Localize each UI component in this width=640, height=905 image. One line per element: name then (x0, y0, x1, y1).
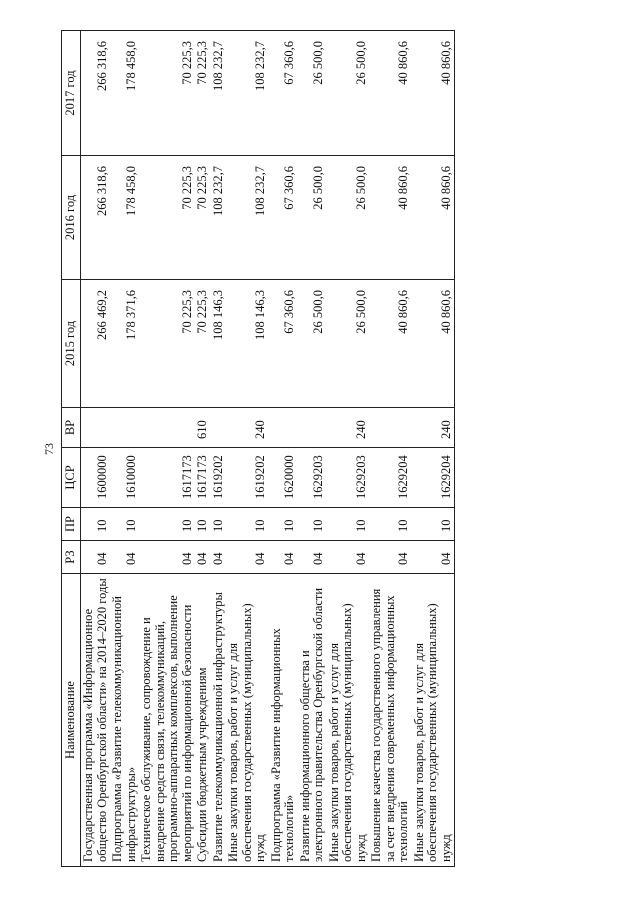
row-2016: 67 360,6 (269, 156, 298, 280)
row-csr: 1600000 (81, 448, 111, 508)
table-row (369, 31, 412, 867)
row-pr: 10 (139, 508, 195, 541)
row-vr (369, 408, 412, 448)
header-name: Наименование (62, 574, 81, 867)
row-2015: 266 469,2 (81, 280, 111, 408)
table-row (269, 31, 298, 867)
header-rz: РЗ (62, 541, 81, 574)
row-rz: 04 (298, 541, 327, 574)
row-name: Субсидии бюджетным учреждениям (195, 574, 211, 867)
row-name: Развитие информационного общества и электронного правительства Оренбургской области (298, 574, 327, 867)
row-2016: 70 225,3 (195, 156, 211, 280)
row-name: Подпрограмма «Развитие телекоммуникационной инфраструктуры» (110, 574, 139, 867)
table-header-row (62, 31, 81, 867)
row-2017: 266 318,6 (81, 31, 111, 156)
row-vr (298, 408, 327, 448)
row-pr: 10 (211, 508, 227, 541)
rotated-content (38, 31, 610, 867)
row-vr: 240 (226, 408, 269, 448)
row-name: Иные закупки товаров, работ и услуг для обеспечения государственных (муниципальных) нужд (226, 574, 269, 867)
row-2015: 40 860,6 (412, 280, 455, 408)
row-2016: 108 232,7 (211, 156, 227, 280)
row-2015: 108 146,3 (211, 280, 227, 408)
row-vr: 610 (195, 408, 211, 448)
row-rz: 04 (110, 541, 139, 574)
row-vr (110, 408, 139, 448)
row-csr: 1619202 (226, 448, 269, 508)
table-row (195, 31, 211, 867)
row-name: Государственная программа «Информационное общество Оренбургской области» на 2014–2020 годы (81, 574, 111, 867)
row-2016: 26 500,0 (298, 156, 327, 280)
row-2015: 108 146,3 (226, 280, 269, 408)
row-rz: 04 (412, 541, 455, 574)
header-vr: ВР (62, 408, 81, 448)
row-pr: 10 (369, 508, 412, 541)
row-csr: 1629204 (412, 448, 455, 508)
row-2016: 40 860,6 (369, 156, 412, 280)
row-vr (211, 408, 227, 448)
row-2016: 178 458,0 (110, 156, 139, 280)
header-2016: 2016 год (62, 156, 81, 280)
row-name: Подпрограмма «Развитие информационных технологий» (269, 574, 298, 867)
row-pr: 10 (298, 508, 327, 541)
row-2015: 40 860,6 (369, 280, 412, 408)
row-rz: 04 (327, 541, 370, 574)
row-2016: 40 860,6 (412, 156, 455, 280)
row-2016: 266 318,6 (81, 156, 111, 280)
row-csr: 1617173 (195, 448, 211, 508)
row-2016: 70 225,3 (139, 156, 195, 280)
table-row (110, 31, 139, 867)
page-number-line (38, 31, 60, 867)
table-row (298, 31, 327, 867)
table-row (81, 31, 111, 867)
table-row (211, 31, 227, 867)
row-pr: 10 (269, 508, 298, 541)
row-2016: 108 232,7 (226, 156, 269, 280)
row-csr: 1619202 (211, 448, 227, 508)
row-2017: 108 232,7 (226, 31, 269, 156)
header-pr: ПР (62, 508, 81, 541)
row-2016: 26 500,0 (327, 156, 370, 280)
row-csr: 1629203 (298, 448, 327, 508)
row-2015: 26 500,0 (327, 280, 370, 408)
row-rz: 04 (369, 541, 412, 574)
row-2015: 178 371,6 (110, 280, 139, 408)
row-rz: 04 (195, 541, 211, 574)
row-pr: 10 (110, 508, 139, 541)
row-name: Иные закупки товаров, работ и услуг для обеспечения государственных (муниципальных) нужд (327, 574, 370, 867)
row-csr: 1617173 (139, 448, 195, 508)
row-vr (269, 408, 298, 448)
row-name: Иные закупки товаров, работ и услуг для обеспечения государственных (муниципальных) нужд (412, 574, 455, 867)
row-pr: 10 (226, 508, 269, 541)
row-pr: 10 (412, 508, 455, 541)
row-csr: 1620000 (269, 448, 298, 508)
row-2015: 67 360,6 (269, 280, 298, 408)
row-rz: 04 (81, 541, 111, 574)
row-csr: 1629203 (327, 448, 370, 508)
table-row (327, 31, 370, 867)
row-pr: 10 (81, 508, 111, 541)
header-2017: 2017 год (62, 31, 81, 156)
row-pr: 10 (327, 508, 370, 541)
row-name: Техническое обслуживание, сопровождение и внедрение средств связи, телекоммуникаций, программно-аппаратных комплексов, выполнение мероприятий по информационной безопасности (139, 574, 195, 867)
header-2015: 2015 год (62, 280, 81, 408)
row-name: Повышение качества государственного управления за счет внедрения современных информационных технологий (369, 574, 412, 867)
table-row (412, 31, 455, 867)
row-csr: 1629204 (369, 448, 412, 508)
row-2015: 70 225,3 (139, 280, 195, 408)
row-2017: 26 500,0 (298, 31, 327, 156)
row-2017: 40 860,6 (412, 31, 455, 156)
row-2017: 40 860,6 (369, 31, 412, 156)
row-vr (139, 408, 195, 448)
row-vr (81, 408, 111, 448)
budget-table (61, 30, 455, 867)
row-pr: 10 (195, 508, 211, 541)
row-2017: 178 458,0 (110, 31, 139, 156)
row-rz: 04 (269, 541, 298, 574)
row-rz: 04 (226, 541, 269, 574)
page-number: 73 (42, 443, 56, 455)
row-2017: 67 360,6 (269, 31, 298, 156)
row-2017: 70 225,3 (139, 31, 195, 156)
row-2017: 108 232,7 (211, 31, 227, 156)
row-rz: 04 (139, 541, 195, 574)
row-2017: 26 500,0 (327, 31, 370, 156)
row-2015: 70 225,3 (195, 280, 211, 408)
row-csr: 1610000 (110, 448, 139, 508)
header-csr: ЦСР (62, 448, 81, 508)
row-vr: 240 (327, 408, 370, 448)
row-2015: 26 500,0 (298, 280, 327, 408)
table-row (226, 31, 269, 867)
row-2017: 70 225,3 (195, 31, 211, 156)
row-vr: 240 (412, 408, 455, 448)
row-rz: 04 (211, 541, 227, 574)
row-name: Развитие телекоммуникационной инфраструктуры (211, 574, 227, 867)
table-row (139, 31, 195, 867)
